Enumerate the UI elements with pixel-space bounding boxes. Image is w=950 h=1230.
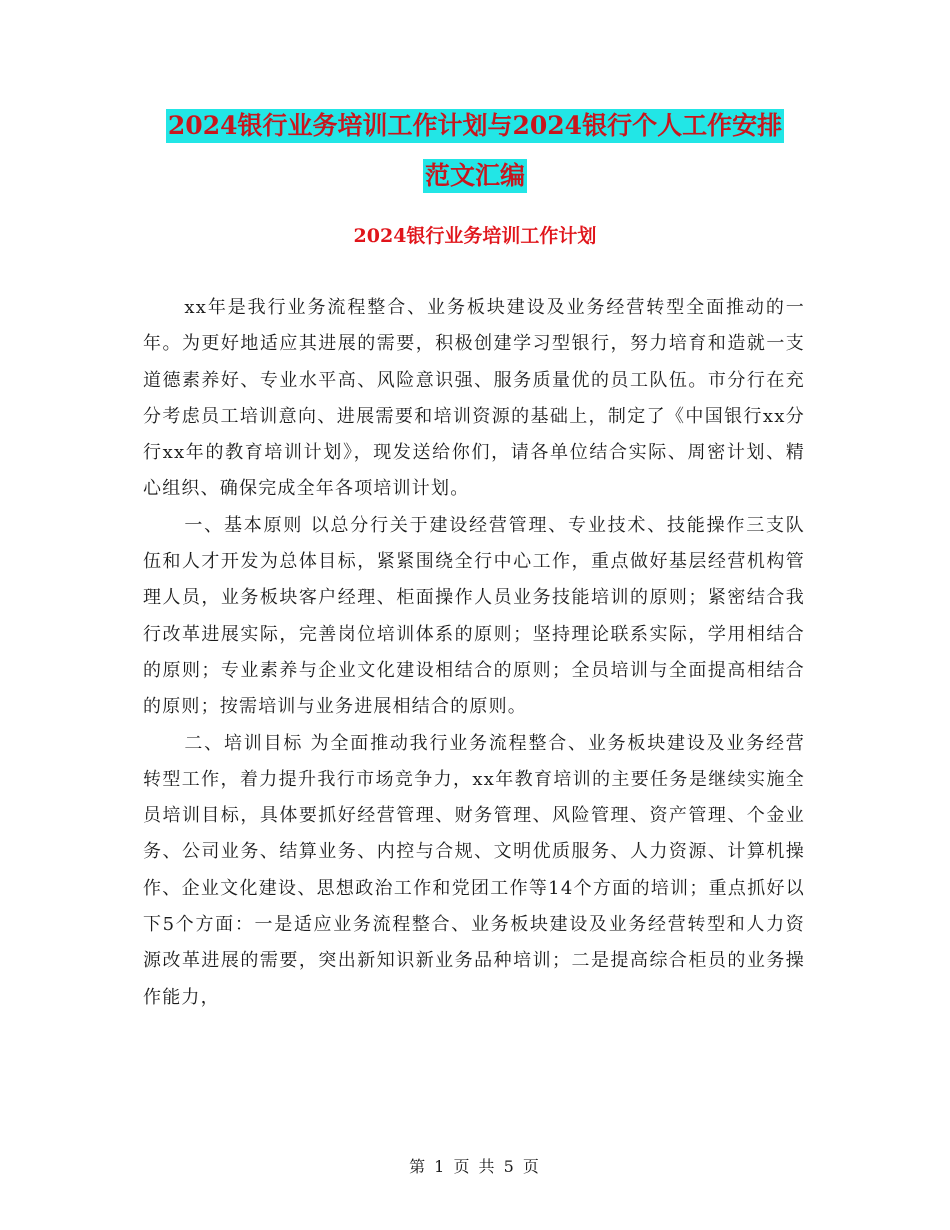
- page-number: 第 1 页 共 5 页: [409, 1157, 541, 1176]
- paragraph-principles: 一、基本原则 以总分行关于建设经营管理、专业技术、技能操作三支队伍和人才开发为总体目标，紧紧围绕全行中心工作，重点做好基层经营机构管理人员，业务板块客户经理、柜面操作人员业务技能培训的原则；紧密结合我行改革进展实际，完善岗位培训体系的原则；坚持理论联系实际，学用相结合的原则；专业素养与企业文化建设相结合的原则；全员培训与全面提高相结合的原则；按需培训与业务进展相结合的原则。: [143, 514, 805, 718]
- title-line-2: 范文汇编: [423, 159, 527, 193]
- paragraph-intro: xx年是我行业务流程整合、业务板块建设及业务经营转型全面推动的一年。为更好地适应其进展的需要，积极创建学习型银行，努力培育和造就一支道德素养好、专业水平高、风险意识强、服务质量优的员工队伍。市分行在充分考虑员工培训意向、进展需要和培训资源的基础上，制定了《中国银行xx分行xx年的教育培训计划》，现发送给你们，请各单位结合实际、周密计划、精心组织、确保完成全年各项培训计划。: [143, 297, 805, 500]
- document-title: [0, 108, 950, 200]
- paragraph-goals: 二、培训目标 为全面推动我行业务流程整合、业务板块建设及业务经营转型工作，着力提升我行市场竞争力，xx年教育培训的主要任务是继续实施全员培训目标，具体要抓好经营管理、财务管理、风险管理、资产管理、个金业务、公司业务、结算业务、内控与合规、文明优质服务、人力资源、计算机操作、企业文化建设、思想政治工作和党团工作等14个方面的培训；重点抓好以下5个方面：一是适应业务流程整合、业务板块建设及业务经营转型和人力资源改革进展的需要，突出新知识新业务品种培训；二是提高综合柜员的业务操作能力，: [143, 732, 805, 1008]
- body-text: [143, 290, 805, 1016]
- title-line-1: 2024银行业务培训工作计划与2024银行个人工作安排: [166, 109, 784, 143]
- section-heading: 2024银行业务培训工作计划: [353, 225, 597, 247]
